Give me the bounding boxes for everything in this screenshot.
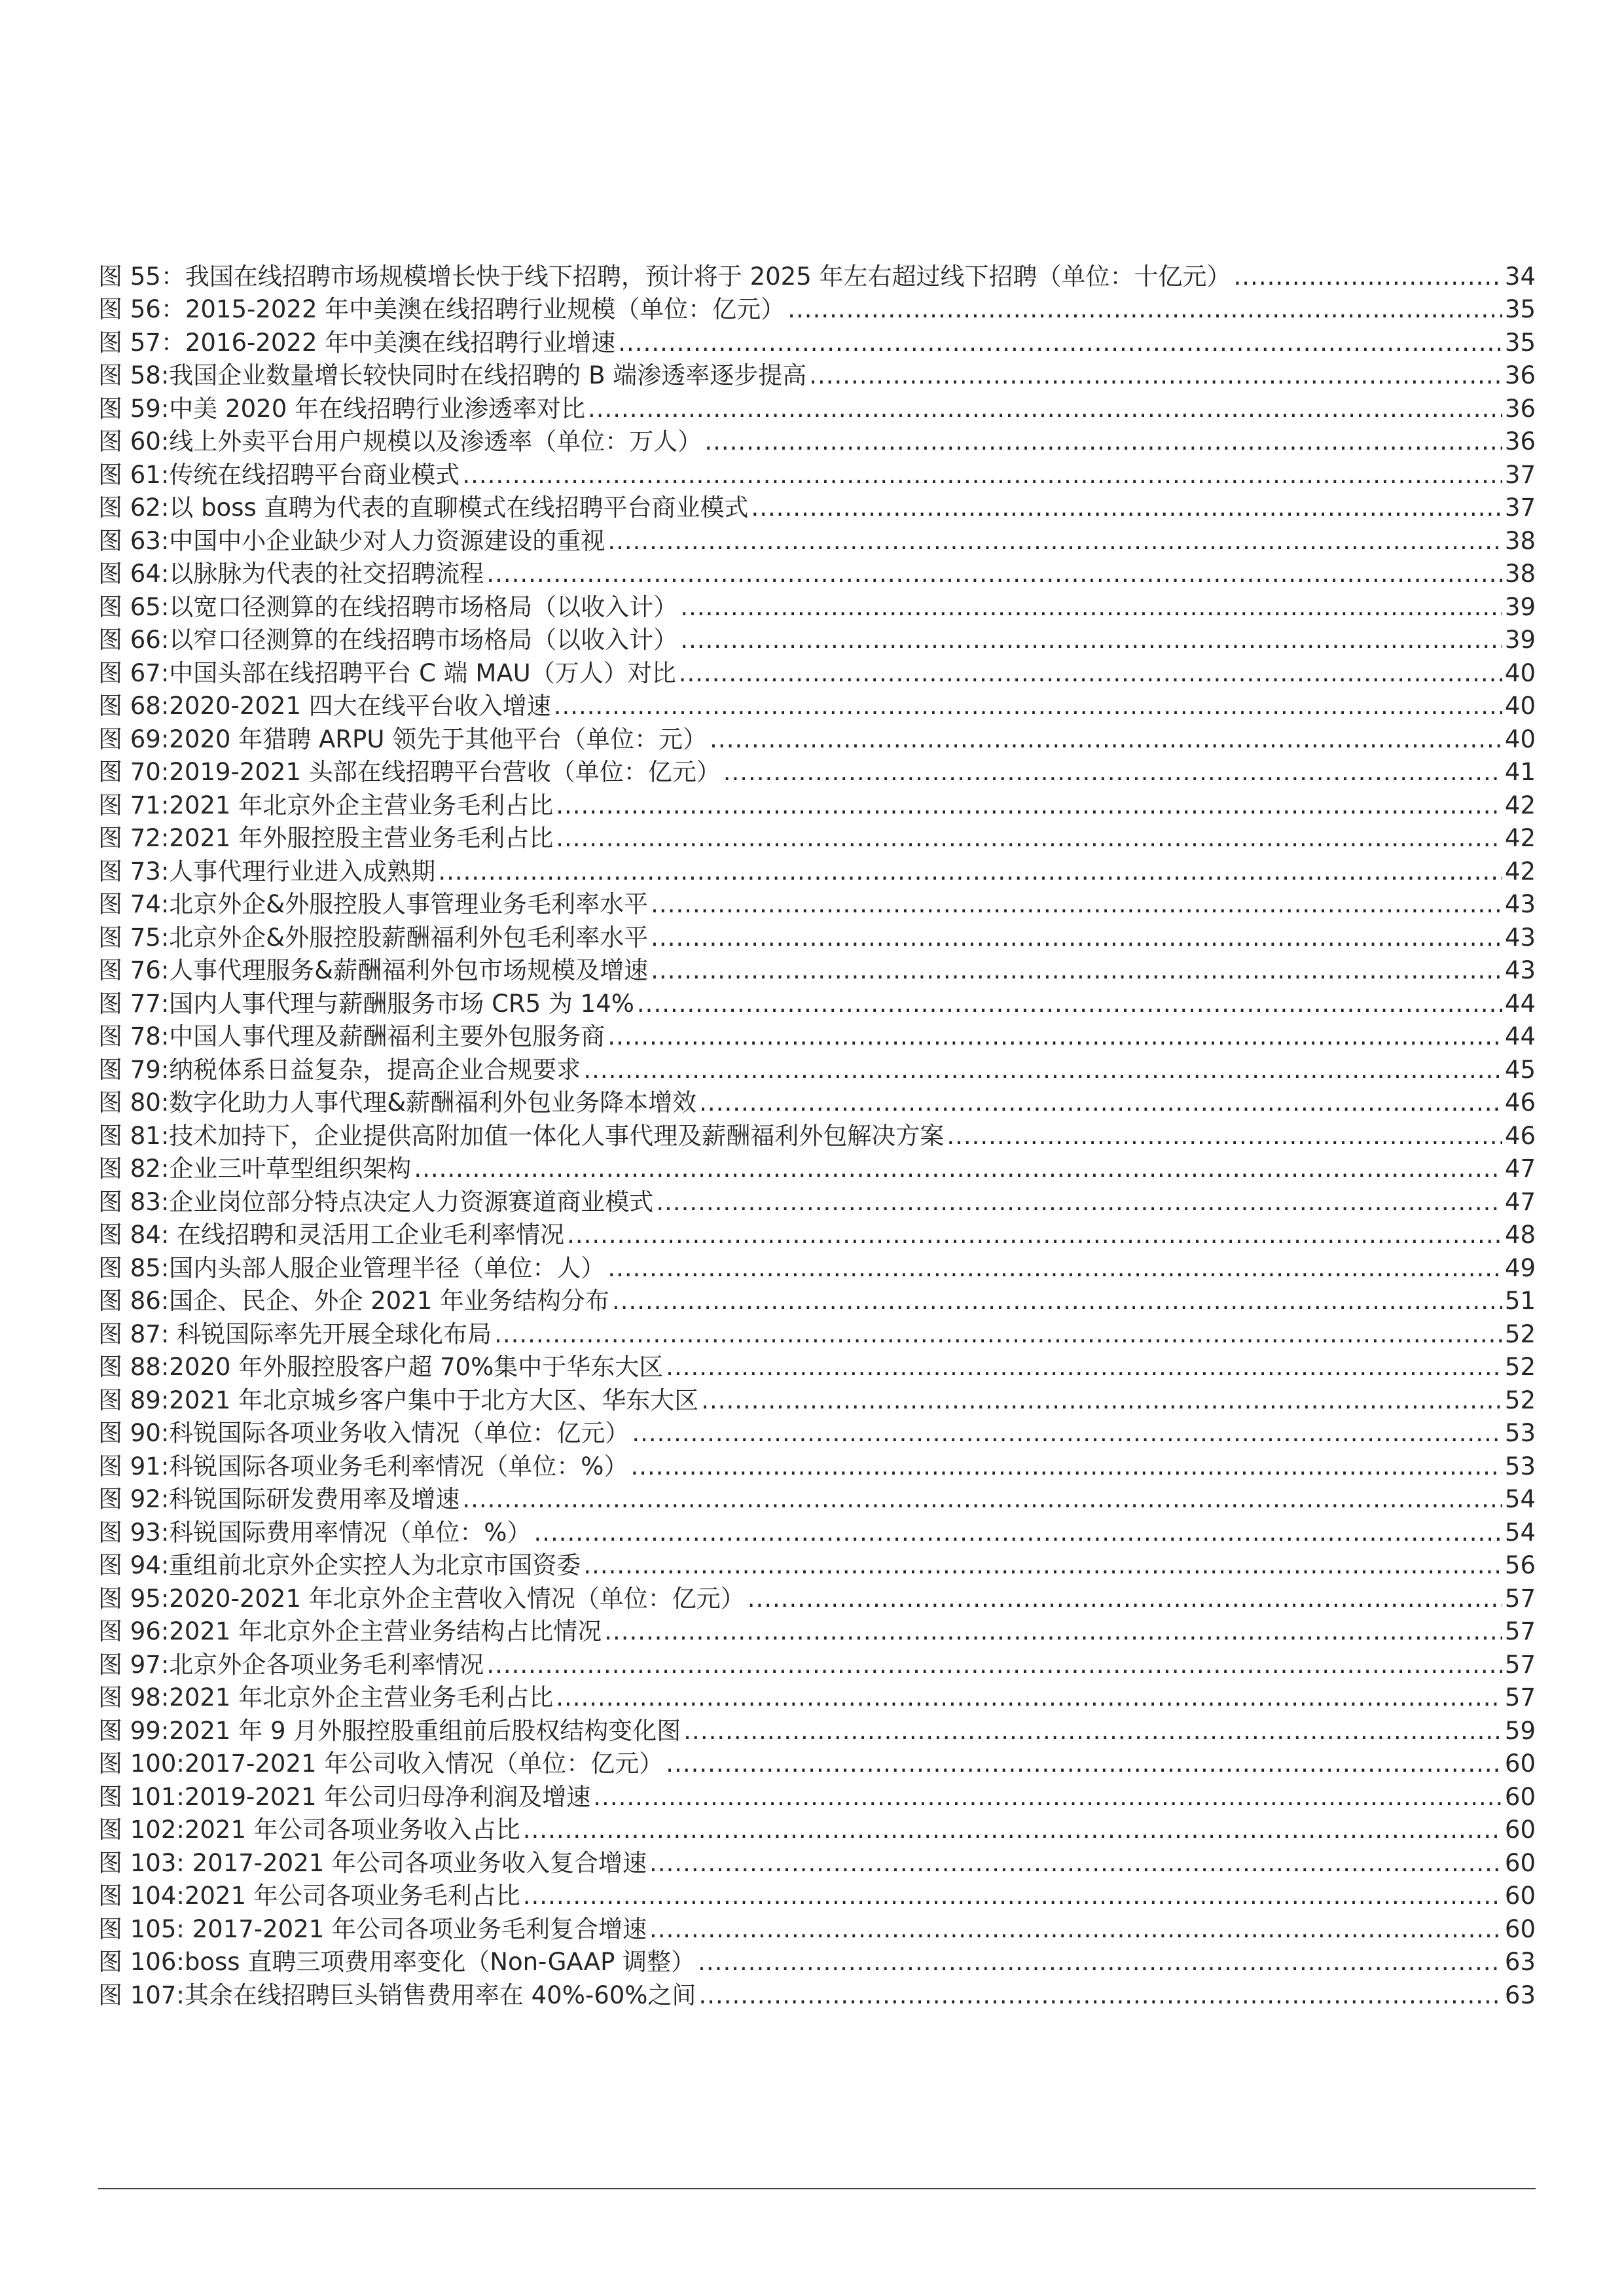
dot-leader	[556, 1683, 1502, 1712]
toc-entry[interactable]	[98, 1977, 1536, 2010]
dot-leader	[649, 1915, 1502, 1944]
dot-leader	[556, 791, 1502, 820]
toc-entry-page-number: 56	[1504, 1551, 1536, 1579]
toc-entry-label: 图 84: 在线招聘和灵活用工企业毛利率情况	[98, 1221, 565, 1249]
toc-entry-page-number: 52	[1504, 1386, 1536, 1414]
toc-entry-page-number: 44	[1504, 1022, 1536, 1050]
toc-entry-label: 图 91:科锐国际各项业务毛利率情况（单位：%）	[98, 1452, 628, 1480]
toc-entry-label: 图 82:企业三叶草型组织架构	[98, 1155, 412, 1183]
dot-leader	[583, 1551, 1502, 1580]
toc-entry-label: 图 87: 科锐国际率先开展全球化布局	[98, 1319, 492, 1348]
toc-entry-page-number: 45	[1504, 1055, 1536, 1084]
toc-entry-label: 图 70:2019-2021 头部在线招聘平台营收（单位：亿元）	[98, 758, 721, 786]
toc-entry-label: 图 102:2021 年公司各项业务收入占比	[98, 1816, 520, 1844]
toc-entry-page-number: 38	[1504, 560, 1536, 588]
toc-entry-page-number: 41	[1504, 758, 1536, 786]
toc-entry-label: 图 78:中国人事代理及薪酬福利主要外包服务商	[98, 1022, 605, 1050]
toc-entry-page-number: 60	[1504, 1848, 1536, 1877]
toc-entry-page-number: 46	[1504, 1121, 1536, 1150]
toc-entry-label: 图 60:线上外卖平台用户规模以及渗透率（单位：万人）	[98, 427, 702, 456]
toc-entry-label: 图 94:重组前北京外企实控人为北京市国资委	[98, 1551, 581, 1579]
toc-entry-label: 图 89:2021 年北京城乡客户集中于北方大区、华东大区	[98, 1386, 699, 1414]
toc-entry[interactable]	[98, 324, 1536, 357]
dot-leader	[414, 1155, 1502, 1183]
toc-entry-label: 图 61:传统在线招聘平台商业模式	[98, 460, 460, 489]
dot-leader	[651, 924, 1502, 952]
toc-entry-page-number: 34	[1504, 262, 1536, 291]
toc-entry-label: 图 93:科锐国际费用率情况（单位：%）	[98, 1518, 532, 1547]
toc-entry-label: 图 62:以 boss 直聘为代表的直聊模式在线招聘平台商业模式	[98, 493, 749, 522]
toc-entry-label: 图 63:中国中小企业缺少对人力资源建设的重视	[98, 526, 605, 555]
dot-leader	[701, 1386, 1502, 1415]
toc-entry-page-number: 59	[1504, 1716, 1536, 1745]
toc-entry-page-number: 57	[1504, 1683, 1536, 1712]
dot-leader	[947, 1122, 1502, 1151]
toc-entry-page-number: 38	[1504, 526, 1536, 555]
dot-leader	[438, 857, 1502, 886]
toc-entry-label: 图 96:2021 年北京外企主营业务结构占比情况	[98, 1617, 602, 1645]
toc-entry-page-number: 37	[1504, 460, 1536, 489]
toc-entry-label: 图 99:2021 年 9 月外服控股重组前后股权结构变化图	[98, 1716, 681, 1745]
toc-entry[interactable]	[98, 622, 1536, 655]
toc-entry-page-number: 40	[1504, 692, 1536, 720]
dot-leader	[583, 1056, 1502, 1085]
toc-entry[interactable]	[98, 1844, 1536, 1878]
toc-entry[interactable]	[98, 588, 1536, 622]
toc-entry-label: 图 69:2020 年猎聘 ARPU 领先于其他平台（单位：元）	[98, 725, 708, 753]
dot-leader	[710, 725, 1502, 754]
figure-list	[98, 258, 1536, 2010]
toc-entry-page-number: 40	[1504, 725, 1536, 753]
dot-leader	[680, 626, 1502, 655]
toc-entry[interactable]	[98, 1051, 1536, 1085]
toc-entry[interactable]	[98, 522, 1536, 556]
toc-entry-label: 图 67:中国头部在线招聘平台 C 端 MAU（万人）对比	[98, 658, 676, 687]
toc-entry-page-number: 54	[1504, 1518, 1536, 1547]
dot-leader	[787, 295, 1502, 324]
toc-entry-page-number: 42	[1504, 791, 1536, 819]
dot-leader	[607, 1254, 1502, 1283]
toc-entry[interactable]	[98, 1910, 1536, 1944]
toc-entry-label: 图 106:boss 直聘三项费用率变化（Non-GAAP 调整）	[98, 1948, 696, 1976]
toc-entry[interactable]	[98, 1117, 1536, 1151]
toc-entry[interactable]	[98, 1547, 1536, 1581]
dot-leader	[632, 1419, 1502, 1448]
toc-entry[interactable]	[98, 1944, 1536, 1977]
toc-entry-page-number: 36	[1504, 394, 1536, 423]
dot-leader	[698, 1948, 1502, 1977]
toc-entry-label: 图 79:纳税体系日益复杂，提高企业合规要求	[98, 1055, 581, 1084]
toc-entry-label: 图 77:国内人事代理与薪酬服务市场 CR5 为 14%	[98, 989, 634, 1018]
toc-entry-label: 图 74:北京外企&外服控股人事管理业务毛利率水平	[98, 890, 649, 918]
toc-entry-label: 图 72:2021 年外服控股主营业务毛利占比	[98, 824, 554, 852]
dot-leader	[649, 1849, 1502, 1878]
toc-entry[interactable]	[98, 1151, 1536, 1184]
toc-entry-page-number: 57	[1504, 1584, 1536, 1613]
dot-leader	[704, 427, 1502, 456]
toc-entry[interactable]	[98, 357, 1536, 391]
dot-leader	[651, 956, 1502, 985]
toc-entry[interactable]	[98, 787, 1536, 820]
toc-entry-page-number: 36	[1504, 427, 1536, 456]
toc-entry[interactable]	[98, 423, 1536, 457]
dot-leader	[656, 1188, 1502, 1217]
dot-leader	[748, 1585, 1502, 1613]
dot-leader	[618, 329, 1502, 357]
dot-leader	[698, 1981, 1502, 2010]
toc-entry-label: 图 64:以脉脉为代表的社交招聘流程	[98, 560, 484, 588]
toc-entry-page-number: 57	[1504, 1650, 1536, 1679]
toc-entry-page-number: 47	[1504, 1155, 1536, 1183]
dot-leader	[607, 1022, 1502, 1051]
toc-entry-label: 图 57：2016-2022 年中美澳在线招聘行业增速	[98, 328, 616, 357]
dot-leader	[637, 990, 1502, 1018]
toc-entry-label: 图 85:国内头部人服企业管理半径（单位：人）	[98, 1253, 605, 1282]
toc-entry-page-number: 35	[1504, 328, 1536, 357]
toc-entry-label: 图 71:2021 年北京外企主营业务毛利占比	[98, 791, 554, 819]
toc-entry[interactable]	[98, 1812, 1536, 1845]
toc-entry[interactable]	[98, 1249, 1536, 1283]
toc-entry[interactable]	[98, 556, 1536, 589]
toc-entry-page-number: 52	[1504, 1319, 1536, 1348]
dot-leader	[494, 1320, 1502, 1349]
toc-entry-page-number: 60	[1504, 1749, 1536, 1778]
dot-leader	[523, 1816, 1502, 1844]
toc-entry-page-number: 60	[1504, 1816, 1536, 1844]
toc-entry-page-number: 48	[1504, 1221, 1536, 1249]
toc-entry-page-number: 54	[1504, 1485, 1536, 1513]
dot-leader	[554, 692, 1502, 721]
dot-leader	[486, 560, 1502, 588]
toc-entry-label: 图 88:2020 年外服控股客户超 70%集中于华东大区	[98, 1353, 664, 1381]
dot-leader	[651, 890, 1502, 919]
toc-entry[interactable]	[98, 390, 1536, 423]
toc-entry-label: 图 101:2019-2021 年公司归母净利润及增速	[98, 1782, 591, 1811]
dot-leader	[533, 1518, 1502, 1547]
dot-leader	[593, 1783, 1502, 1812]
toc-entry[interactable]	[98, 456, 1536, 490]
toc-entry[interactable]	[98, 1415, 1536, 1448]
toc-entry[interactable]	[98, 1580, 1536, 1613]
toc-entry[interactable]	[98, 1018, 1536, 1052]
toc-entry-page-number: 63	[1504, 1981, 1536, 2009]
toc-entry-page-number: 63	[1504, 1948, 1536, 1976]
toc-entry[interactable]	[98, 1217, 1536, 1250]
toc-entry[interactable]	[98, 1746, 1536, 1779]
toc-entry[interactable]	[98, 919, 1536, 952]
toc-entry-page-number: 60	[1504, 1914, 1536, 1943]
dot-leader	[751, 493, 1502, 522]
dot-leader	[486, 1651, 1502, 1679]
toc-entry-label: 图 66:以窄口径测算的在线招聘市场格局（以收入计）	[98, 626, 678, 654]
toc-entry[interactable]	[98, 721, 1536, 754]
toc-entry[interactable]	[98, 1183, 1536, 1217]
toc-entry-label: 图 56：2015-2022 年中美澳在线招聘行业规模（单位：亿元）	[98, 295, 785, 323]
toc-entry-label: 图 98:2021 年北京外企主营业务毛利占比	[98, 1683, 554, 1712]
toc-entry[interactable]	[98, 1778, 1536, 1812]
toc-entry-page-number: 60	[1504, 1882, 1536, 1910]
toc-entry[interactable]	[98, 1613, 1536, 1647]
toc-entry-page-number: 46	[1504, 1088, 1536, 1117]
toc-entry-label: 图 105: 2017-2021 年公司各项业务毛利复合增速	[98, 1914, 647, 1943]
dot-leader	[630, 1452, 1502, 1481]
dot-leader	[666, 1353, 1502, 1382]
toc-entry-label: 图 104:2021 年公司各项业务毛利占比	[98, 1882, 520, 1910]
dot-leader	[588, 395, 1502, 423]
toc-entry[interactable]	[98, 1448, 1536, 1481]
dot-leader	[556, 824, 1502, 853]
dot-leader	[567, 1221, 1502, 1249]
toc-entry[interactable]	[98, 1349, 1536, 1382]
toc-entry-label: 图 68:2020-2021 四大在线平台收入增速	[98, 692, 551, 720]
toc-entry-page-number: 60	[1504, 1782, 1536, 1811]
toc-entry-page-number: 37	[1504, 493, 1536, 522]
toc-entry[interactable]	[98, 820, 1536, 853]
toc-entry[interactable]	[98, 291, 1536, 325]
toc-entry-page-number: 52	[1504, 1353, 1536, 1381]
toc-entry-page-number: 42	[1504, 824, 1536, 852]
toc-entry-page-number: 53	[1504, 1419, 1536, 1447]
dot-leader	[462, 1485, 1502, 1514]
toc-entry[interactable]	[98, 258, 1536, 291]
toc-entry-label: 图 65:以宽口径测算的在线招聘市场格局（以收入计）	[98, 592, 678, 621]
toc-entry-page-number: 43	[1504, 890, 1536, 918]
toc-entry-label: 图 95:2020-2021 年北京外企主营收入情况（单位：亿元）	[98, 1584, 745, 1613]
footer-divider	[98, 2188, 1536, 2189]
dot-leader	[680, 593, 1502, 622]
toc-entry-label: 图 107:其余在线招聘巨头销售费用率在 40%-60%之间	[98, 1981, 696, 2009]
toc-entry-page-number: 57	[1504, 1617, 1536, 1645]
toc-entry-label: 图 86:国企、民企、外企 2021 年业务结构分布	[98, 1287, 609, 1315]
toc-entry[interactable]	[98, 1481, 1536, 1515]
toc-entry-page-number: 35	[1504, 295, 1536, 323]
dot-leader	[1234, 262, 1502, 291]
dot-leader	[462, 461, 1502, 490]
toc-entry-page-number: 47	[1504, 1187, 1536, 1216]
toc-entry-page-number: 51	[1504, 1287, 1536, 1315]
dot-leader	[523, 1882, 1502, 1910]
toc-entry[interactable]	[98, 754, 1536, 787]
dot-leader	[683, 1717, 1502, 1746]
toc-entry-page-number: 36	[1504, 361, 1536, 389]
dot-leader	[809, 361, 1502, 390]
toc-entry-page-number: 42	[1504, 857, 1536, 886]
toc-entry[interactable]	[98, 952, 1536, 986]
toc-entry[interactable]	[98, 688, 1536, 721]
toc-entry-label: 图 81:技术加持下，企业提供高附加值一体化人事代理及薪酬福利外包解决方案	[98, 1121, 945, 1150]
dot-leader	[604, 1617, 1502, 1646]
dot-leader	[607, 527, 1502, 556]
toc-entry-page-number: 40	[1504, 658, 1536, 687]
toc-entry-page-number: 53	[1504, 1452, 1536, 1480]
toc-entry-label: 图 73:人事代理行业进入成熟期	[98, 857, 436, 886]
toc-entry-label: 图 90:科锐国际各项业务收入情况（单位：亿元）	[98, 1419, 630, 1447]
toc-entry[interactable]	[98, 1514, 1536, 1547]
toc-entry[interactable]	[98, 1316, 1536, 1349]
toc-entry[interactable]	[98, 1085, 1536, 1118]
toc-entry-label: 图 100:2017-2021 年公司收入情况（单位：亿元）	[98, 1749, 664, 1778]
toc-entry-label: 图 80:数字化助力人事代理&薪酬福利外包业务降本增效	[98, 1088, 697, 1117]
toc-entry-label: 图 92:科锐国际研发费用率及增速	[98, 1485, 460, 1513]
dot-leader	[612, 1287, 1502, 1316]
toc-entry[interactable]	[98, 985, 1536, 1018]
toc-entry-page-number: 49	[1504, 1253, 1536, 1282]
toc-entry-page-number: 43	[1504, 956, 1536, 984]
toc-entry-label: 图 76:人事代理服务&薪酬福利外包市场规模及增速	[98, 956, 649, 984]
toc-entry[interactable]	[98, 1382, 1536, 1415]
toc-entry-label: 图 75:北京外企&外服控股薪酬福利外包毛利率水平	[98, 923, 649, 952]
dot-leader	[666, 1749, 1502, 1778]
toc-entry-label: 图 103: 2017-2021 年公司各项业务收入复合增速	[98, 1848, 647, 1877]
toc-entry-label: 图 97:北京外企各项业务毛利率情况	[98, 1650, 484, 1679]
dot-leader	[723, 758, 1502, 787]
toc-entry[interactable]	[98, 1283, 1536, 1316]
toc-entry-page-number: 39	[1504, 626, 1536, 654]
toc-entry[interactable]	[98, 655, 1536, 688]
toc-entry-page-number: 44	[1504, 989, 1536, 1018]
dot-leader	[699, 1088, 1502, 1117]
toc-entry-page-number: 39	[1504, 592, 1536, 621]
toc-entry-label: 图 59:中美 2020 年在线招聘行业渗透率对比	[98, 394, 585, 423]
toc-entry[interactable]	[98, 490, 1536, 523]
toc-entry[interactable]	[98, 1679, 1536, 1713]
toc-entry[interactable]	[98, 853, 1536, 886]
toc-entry[interactable]	[98, 1878, 1536, 1911]
toc-entry-page-number: 43	[1504, 923, 1536, 952]
toc-entry[interactable]	[98, 1712, 1536, 1746]
dot-leader	[679, 659, 1502, 688]
toc-entry-label: 图 58:我国企业数量增长较快同时在线招聘的 B 端渗透率逐步提高	[98, 361, 807, 389]
toc-entry-label: 图 55：我国在线招聘市场规模增长快于线下招聘，预计将于 2025 年左右超过线下招聘（单位：十亿元）	[98, 262, 1231, 291]
toc-entry[interactable]	[98, 886, 1536, 920]
toc-entry[interactable]	[98, 1646, 1536, 1679]
toc-entry-label: 图 83:企业岗位部分特点决定人力资源赛道商业模式	[98, 1187, 654, 1216]
